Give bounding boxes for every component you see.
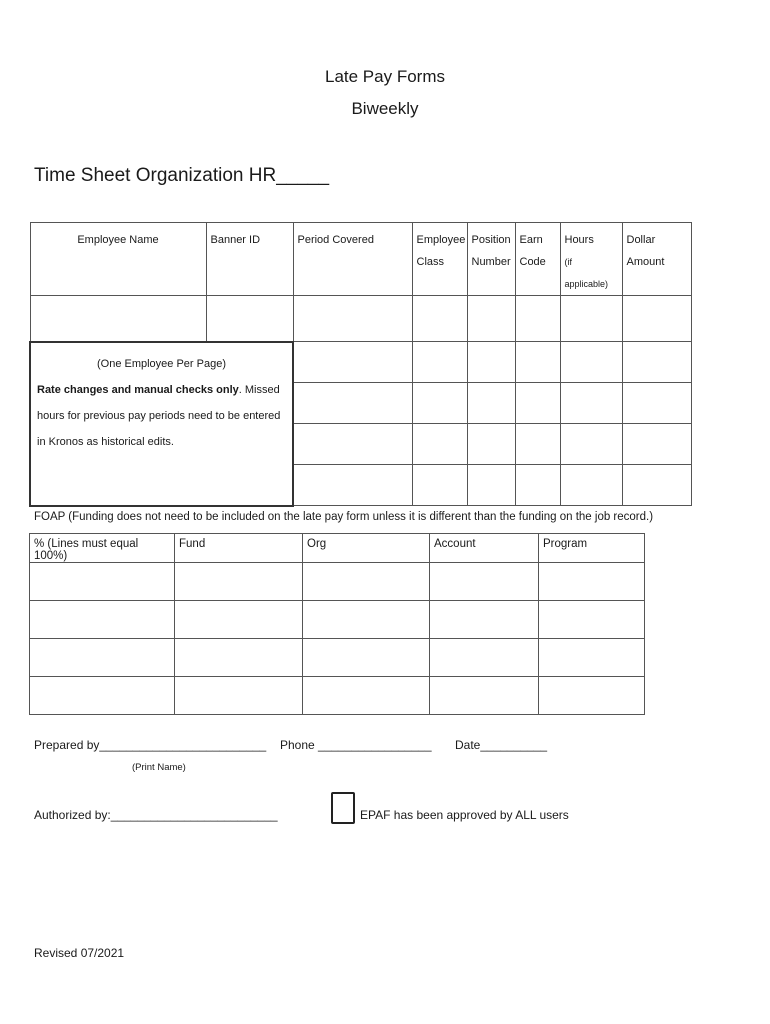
instructions-title: (One Employee Per Page)	[96, 357, 226, 370]
header-account: Account	[430, 534, 539, 563]
period-cell[interactable]	[467, 424, 515, 465]
period-cell[interactable]	[515, 383, 560, 424]
period-cell[interactable]	[412, 383, 467, 424]
date-label: Date	[455, 738, 481, 752]
employee-header-row	[30, 223, 691, 296]
org-cell[interactable]	[303, 639, 430, 677]
fund-cell[interactable]	[175, 677, 303, 715]
period-row	[30, 342, 691, 383]
period-cell[interactable]	[412, 342, 467, 383]
employee-class-cell[interactable]	[412, 296, 467, 342]
header-employee-class: Employee Class	[412, 223, 467, 296]
employee-name-cell[interactable]	[30, 296, 206, 342]
prepared-by-label: Prepared by	[34, 738, 100, 752]
form-subtitle: Biweekly	[351, 99, 419, 118]
fund-cell[interactable]	[175, 639, 303, 677]
foap-row	[30, 639, 645, 677]
header-hours: Hours (if applicable)	[560, 223, 622, 296]
period-cell[interactable]	[622, 342, 691, 383]
program-cell[interactable]	[539, 639, 645, 677]
header-dollar-amount: Dollar Amount	[622, 223, 691, 296]
period-cell[interactable]	[293, 383, 412, 424]
foap-label: FOAP (Funding does not need to be included on the late pay form unless it is different than the funding on the job record.)	[34, 511, 654, 523]
foap-row	[30, 563, 645, 601]
period-cell[interactable]	[622, 424, 691, 465]
prepared-by-line	[34, 738, 266, 752]
instructions-box	[30, 342, 293, 506]
account-cell[interactable]	[430, 639, 539, 677]
position-number-cell[interactable]	[467, 296, 515, 342]
header-program: Program	[539, 534, 645, 563]
foap-row	[30, 601, 645, 639]
authorized-by-line	[34, 808, 278, 822]
authorized-by-label: Authorized by:	[34, 808, 111, 822]
period-cell[interactable]	[467, 383, 515, 424]
epaf-checkbox[interactable]	[331, 792, 355, 824]
period-cell[interactable]	[560, 424, 622, 465]
account-cell[interactable]	[430, 563, 539, 601]
period-covered-cell[interactable]	[293, 296, 412, 342]
foap-row	[30, 677, 645, 715]
org-cell[interactable]	[303, 563, 430, 601]
header-period-covered: Period Covered	[293, 223, 412, 296]
period-cell[interactable]	[467, 465, 515, 506]
period-cell[interactable]	[293, 342, 412, 383]
account-cell[interactable]	[430, 677, 539, 715]
fund-cell[interactable]	[175, 601, 303, 639]
header-fund: Fund	[175, 534, 303, 563]
foap-table	[29, 533, 645, 715]
period-cell[interactable]	[515, 342, 560, 383]
period-cell[interactable]	[515, 424, 560, 465]
phone-label: Phone	[280, 738, 315, 752]
account-cell[interactable]	[430, 601, 539, 639]
program-cell[interactable]	[539, 563, 645, 601]
earn-code-cell[interactable]	[515, 296, 560, 342]
fund-cell[interactable]	[175, 563, 303, 601]
instructions-text: Rate changes and manual checks only. Missed hours for previous pay periods need to be entered in Kronos as historical edits.	[37, 383, 281, 448]
header-earn-code: Earn Code	[515, 223, 560, 296]
org-cell[interactable]	[303, 677, 430, 715]
header-org: Org	[303, 534, 430, 563]
program-cell[interactable]	[539, 677, 645, 715]
header-percent: % (Lines must equal 100%)	[30, 534, 175, 563]
percent-cell[interactable]	[30, 563, 175, 601]
header-banner-id: Banner ID	[206, 223, 293, 296]
date-line	[455, 738, 547, 752]
program-cell[interactable]	[539, 601, 645, 639]
date-field[interactable]: __________	[480, 738, 548, 752]
period-cell[interactable]	[622, 383, 691, 424]
period-cell[interactable]	[467, 342, 515, 383]
authorized-by-field[interactable]: _________________________	[110, 808, 278, 822]
period-cell[interactable]	[560, 465, 622, 506]
period-cell[interactable]	[622, 465, 691, 506]
period-cell[interactable]	[412, 424, 467, 465]
period-cell[interactable]	[412, 465, 467, 506]
period-cell[interactable]	[515, 465, 560, 506]
period-cell[interactable]	[560, 383, 622, 424]
org-cell[interactable]	[303, 601, 430, 639]
dollar-amount-cell[interactable]	[622, 296, 691, 342]
foap-header-row	[30, 534, 645, 563]
percent-cell[interactable]	[30, 601, 175, 639]
print-name-note: (Print Name)	[132, 762, 186, 773]
phone-line	[280, 738, 432, 752]
employee-table	[29, 222, 692, 507]
hours-cell[interactable]	[560, 296, 622, 342]
banner-id-cell[interactable]	[206, 296, 293, 342]
header-employee-name: Employee Name	[30, 223, 206, 296]
epaf-label: EPAF has been approved by ALL users	[360, 808, 569, 822]
organization-blank[interactable]: _____	[276, 165, 330, 186]
percent-cell[interactable]	[30, 677, 175, 715]
header-position-number: Position Number	[467, 223, 515, 296]
phone-field[interactable]: _________________	[314, 738, 432, 752]
prepared-by-field[interactable]: _________________________	[99, 738, 267, 752]
employee-entry-row	[30, 296, 691, 342]
period-cell[interactable]	[293, 465, 412, 506]
form-title: Late Pay Forms	[325, 67, 445, 86]
period-cell[interactable]	[293, 424, 412, 465]
revision-note: Revised 07/2021	[34, 946, 125, 960]
organization-line	[34, 165, 329, 187]
period-cell[interactable]	[560, 342, 622, 383]
organization-label: Time Sheet Organization HR	[34, 165, 277, 186]
percent-cell[interactable]	[30, 639, 175, 677]
